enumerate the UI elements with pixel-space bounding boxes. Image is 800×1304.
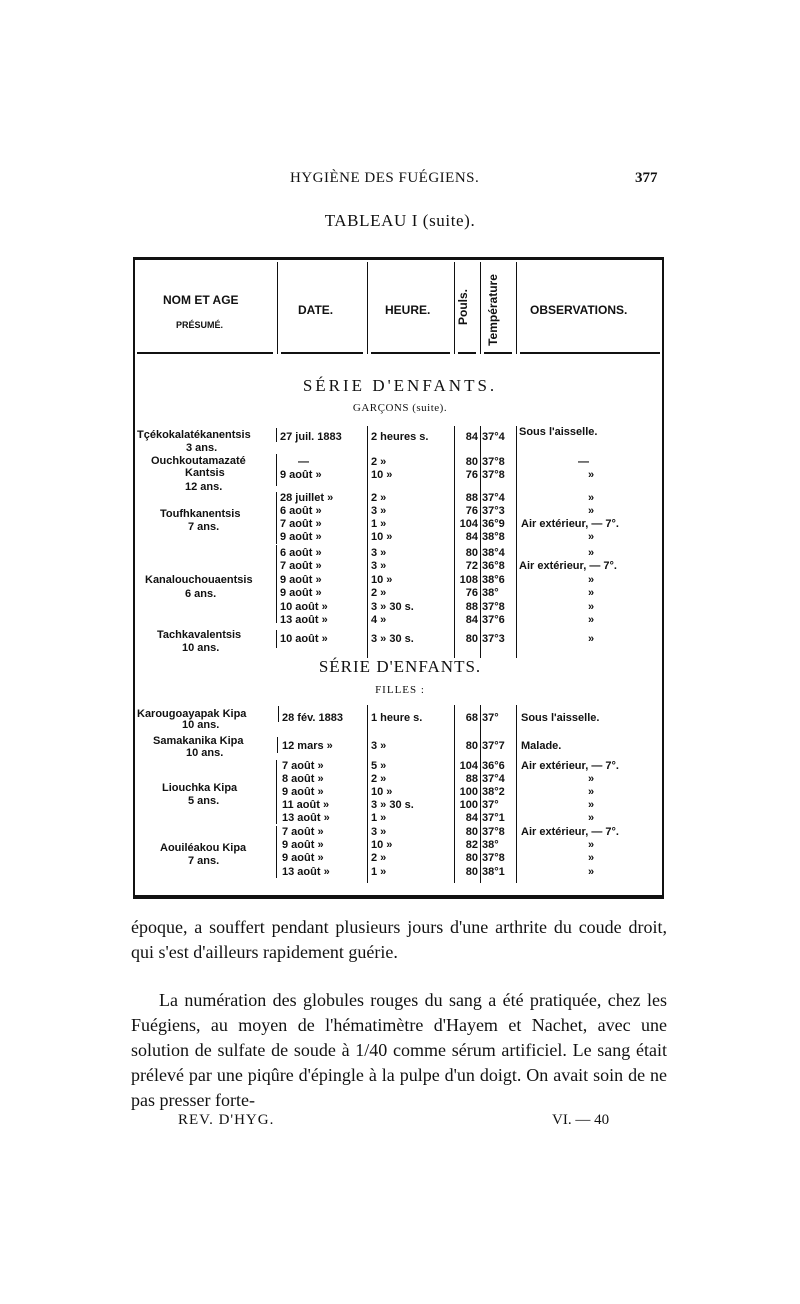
brace xyxy=(276,428,277,442)
row-hour: 2 heures s. xyxy=(371,431,429,443)
row-pulse: 108 xyxy=(459,574,478,586)
table-title: TABLEAU I (suite). xyxy=(324,211,476,230)
body-sep-4a xyxy=(516,426,517,658)
row-date: 28 juillet » xyxy=(280,492,334,504)
row-pulse: 80 xyxy=(465,547,478,559)
row-hour: 10 » xyxy=(371,531,393,543)
row-date: 9 août » xyxy=(280,531,322,543)
row-obs: Air extérieur, — 7°. xyxy=(521,760,619,772)
row-temp: 37°6 xyxy=(482,614,505,626)
row-temp: 37°8 xyxy=(482,826,505,838)
row-obs: » xyxy=(588,786,595,798)
row-temp: 37°4 xyxy=(482,431,505,443)
row-temp: 37°8 xyxy=(482,852,505,864)
row-pulse: 84 xyxy=(465,614,478,626)
row-hour: 3 » xyxy=(371,740,387,752)
body-sep-3b xyxy=(480,705,481,883)
row-temp: 36°9 xyxy=(482,518,505,530)
girl-age: 5 ans. xyxy=(188,795,220,807)
section-girls-title: SÉRIE D'ENFANTS. xyxy=(318,657,482,676)
row-obs: Sous l'aisselle. xyxy=(521,712,600,724)
row-date: 7 août » xyxy=(280,560,322,572)
row-pulse: 84 xyxy=(465,431,478,443)
col-sep-5 xyxy=(516,262,517,354)
section-boys-title: SÉRIE D'ENFANTS. xyxy=(302,376,498,395)
girl-name: Aouiléakou Kipa xyxy=(160,842,247,854)
col-sep-2 xyxy=(367,262,368,354)
row-hour: 3 » 30 s. xyxy=(371,633,414,645)
header-rule-4 xyxy=(458,352,476,354)
header-rule-6 xyxy=(520,352,660,354)
boy-name: Kanalouchouaentsis xyxy=(145,574,253,586)
row-hour: 1 » xyxy=(371,812,387,824)
row-hour: 3 » xyxy=(371,560,387,572)
row-pulse: 88 xyxy=(465,492,478,504)
row-obs: » xyxy=(588,601,595,613)
row-obs: » xyxy=(588,469,595,481)
boy-name: Tachkavalentsis xyxy=(157,629,242,641)
row-pulse: 84 xyxy=(465,531,478,543)
row-obs: Air extérieur, — 7°. xyxy=(521,826,619,838)
row-temp: 38°4 xyxy=(482,547,505,559)
row-hour: 10 » xyxy=(371,469,393,481)
row-obs: » xyxy=(588,852,595,864)
row-temp: 37°3 xyxy=(482,633,505,645)
row-date: 8 août » xyxy=(282,773,324,785)
row-date: 10 août » xyxy=(280,633,328,645)
row-obs: » xyxy=(588,587,595,599)
boy-age: 6 ans. xyxy=(185,588,217,600)
row-temp: 37°4 xyxy=(482,492,505,504)
row-date: 11 août » xyxy=(282,799,330,811)
row-pulse: 88 xyxy=(465,601,478,613)
boy-name: Tçékokalatékanentsis xyxy=(137,429,251,441)
row-hour: 2 » xyxy=(371,456,387,468)
row-obs: » xyxy=(588,633,595,645)
running-title: HYGIÈNE DES FUÉGIENS. xyxy=(290,170,480,186)
brace xyxy=(276,826,277,878)
row-obs: » xyxy=(588,505,595,517)
boy-age: 10 ans. xyxy=(182,642,220,654)
header-name-sub: PRÉSUMÉ. xyxy=(176,320,224,330)
row-temp: 38°1 xyxy=(482,866,505,878)
row-pulse: 104 xyxy=(459,760,478,772)
row-temp: 38°8 xyxy=(482,531,505,543)
girl-age: 10 ans. xyxy=(186,747,224,759)
footer-journal: REV. D'HYG. xyxy=(178,1112,275,1128)
header-pulse: Pouls. xyxy=(456,289,470,326)
body-sep-3a xyxy=(480,426,481,658)
row-hour: 3 » 30 s. xyxy=(371,601,414,613)
header-observations: OBSERVATIONS. xyxy=(530,303,628,317)
row-hour: 10 » xyxy=(371,786,393,798)
row-temp: 37°1 xyxy=(482,812,505,824)
section-girls-subtitle: FILLES : xyxy=(375,684,425,696)
row-date: 7 août » xyxy=(282,760,324,772)
row-obs: » xyxy=(588,866,595,878)
row-pulse: 80 xyxy=(465,852,478,864)
row-pulse: 76 xyxy=(465,469,478,481)
row-date: 13 août » xyxy=(282,812,330,824)
row-obs: » xyxy=(588,531,595,543)
header-rule-1 xyxy=(137,352,273,354)
row-date: 28 fév. 1883 xyxy=(282,712,343,724)
row-pulse: 100 xyxy=(459,799,478,811)
row-temp: 38°2 xyxy=(482,786,505,798)
row-obs: Air extérieur, — 7°. xyxy=(521,518,619,530)
row-temp: 37°7 xyxy=(482,740,505,752)
boy-age: 7 ans. xyxy=(188,521,220,533)
row-obs: Sous l'aisselle. xyxy=(519,426,598,438)
row-date: 9 août » xyxy=(282,852,324,864)
brace xyxy=(276,545,277,623)
row-hour: 2 » xyxy=(371,587,387,599)
boy-age: 3 ans. xyxy=(186,442,218,454)
body-sep-4b xyxy=(516,705,517,883)
row-hour: 4 » xyxy=(371,614,387,626)
row-date: 6 août » xyxy=(280,505,322,517)
paragraph-blood-count: La numération des globules rouges du sang a été pratiquée, chez les Fuégiens, au moyen de l'hématimètre d'Hayem et Nachet, avec une solution de sulfate de soude à 1/40 comme sérum artificiel. Le sang était prélevé par une piqûre d'épingle à la pulpe d'un doigt. On avait soin de ne pas presser forte- xyxy=(131,990,667,1110)
brace xyxy=(276,492,277,544)
body-sep-1a xyxy=(367,426,368,658)
row-temp: 38°6 xyxy=(482,574,505,586)
row-pulse: 80 xyxy=(465,633,478,645)
row-pulse: 72 xyxy=(465,560,478,572)
row-hour: 1 » xyxy=(371,518,387,530)
row-temp: 37°3 xyxy=(482,505,505,517)
row-obs: » xyxy=(588,799,595,811)
row-hour: 1 » xyxy=(371,866,387,878)
row-obs: » xyxy=(588,547,595,559)
row-date: 13 août » xyxy=(282,866,330,878)
row-pulse: 82 xyxy=(465,839,478,851)
header-temperature: Température xyxy=(486,274,500,346)
row-hour: 5 » xyxy=(371,760,387,772)
row-pulse: 80 xyxy=(465,826,478,838)
row-pulse: 80 xyxy=(465,866,478,878)
row-temp: 36°8 xyxy=(482,560,505,572)
row-temp: 37°8 xyxy=(482,469,505,481)
girl-name: Karougoayapak Kipa xyxy=(137,708,247,720)
row-date: 10 août » xyxy=(280,601,328,613)
girl-age: 7 ans. xyxy=(188,855,220,867)
header-date: DATE. xyxy=(298,303,334,317)
row-pulse: 68 xyxy=(465,712,478,724)
row-temp: 36°6 xyxy=(482,760,505,772)
row-date: 13 août » xyxy=(280,614,328,626)
row-obs: Malade. xyxy=(521,740,562,752)
row-date: 9 août » xyxy=(280,587,322,599)
girl-age: 10 ans. xyxy=(182,719,220,731)
row-obs: » xyxy=(588,614,595,626)
row-hour: 1 heure s. xyxy=(371,712,423,724)
row-temp: 37°8 xyxy=(482,601,505,613)
row-pulse: 88 xyxy=(465,773,478,785)
brace xyxy=(276,760,277,824)
row-date: 9 août » xyxy=(282,786,324,798)
row-hour: 2 » xyxy=(371,773,387,785)
paragraph-continuation: époque, a souffert pendant plusieurs jours d'une arthrite du coude droit, qui s'est d'ailleurs rapidement guérie. xyxy=(131,917,667,962)
row-date: 12 mars » xyxy=(282,740,333,752)
row-hour: 10 » xyxy=(371,574,393,586)
row-date: — xyxy=(298,456,309,468)
row-pulse: 80 xyxy=(465,456,478,468)
header-name: NOM ET AGE xyxy=(163,293,239,307)
boy-name: Toufhkanentsis xyxy=(160,508,241,520)
col-sep-3 xyxy=(454,262,455,354)
row-date: 9 août » xyxy=(280,574,322,586)
row-date: 9 août » xyxy=(280,469,322,481)
row-date: 9 août » xyxy=(282,839,324,851)
girl-name: Samakanika Kipa xyxy=(153,735,244,747)
row-obs: Air extérieur, — 7°. xyxy=(519,560,617,572)
row-pulse: 76 xyxy=(465,587,478,599)
row-hour: 3 » xyxy=(371,826,387,838)
page-number: 377 xyxy=(635,170,658,186)
row-pulse: 100 xyxy=(459,786,478,798)
header-hour: HEURE. xyxy=(385,303,431,317)
row-date: 7 août » xyxy=(280,518,322,530)
brace xyxy=(276,630,277,648)
col-sep-4 xyxy=(480,262,481,354)
row-date: 6 août » xyxy=(280,547,322,559)
row-pulse: 76 xyxy=(465,505,478,517)
row-hour: 2 » xyxy=(371,492,387,504)
brace xyxy=(278,706,279,722)
row-hour: 2 » xyxy=(371,852,387,864)
row-date: 27 juil. 1883 xyxy=(280,431,342,443)
row-obs: » xyxy=(588,492,595,504)
brace xyxy=(276,454,277,486)
row-obs: » xyxy=(588,574,595,586)
boy-name: Ouchkoutamazaté xyxy=(151,455,246,467)
row-temp: 38° xyxy=(482,839,499,851)
row-temp: 37°4 xyxy=(482,773,505,785)
row-temp: 38° xyxy=(482,587,499,599)
row-obs: » xyxy=(588,773,595,785)
row-hour: 3 » 30 s. xyxy=(371,799,414,811)
row-temp: 37° xyxy=(482,712,499,724)
running-head xyxy=(0,170,800,190)
header-rule-2 xyxy=(281,352,363,354)
girl-name: Liouchka Kipa xyxy=(162,782,238,794)
body-sep-1b xyxy=(367,705,368,883)
footer xyxy=(0,1112,800,1132)
row-temp: 37°8 xyxy=(482,456,505,468)
boy-age: 12 ans. xyxy=(185,481,223,493)
col-sep-1 xyxy=(277,262,278,354)
section-boys-subtitle: GARÇONS (suite). xyxy=(352,402,448,414)
brace xyxy=(277,737,278,753)
row-obs: » xyxy=(588,812,595,824)
row-pulse: 84 xyxy=(465,812,478,824)
row-pulse: 80 xyxy=(465,740,478,752)
row-hour: 3 » xyxy=(371,547,387,559)
footer-signature: VI. — 40 xyxy=(552,1112,610,1128)
row-obs: — xyxy=(578,456,589,468)
row-hour: 3 » xyxy=(371,505,387,517)
row-date: 7 août » xyxy=(282,826,324,838)
header-rule-3 xyxy=(371,352,450,354)
row-temp: 37° xyxy=(482,799,499,811)
row-obs: » xyxy=(588,839,595,851)
row-pulse: 104 xyxy=(459,518,478,530)
boy-name: Kantsis xyxy=(185,467,225,479)
row-hour: 10 » xyxy=(371,839,393,851)
header-rule-5 xyxy=(484,352,512,354)
